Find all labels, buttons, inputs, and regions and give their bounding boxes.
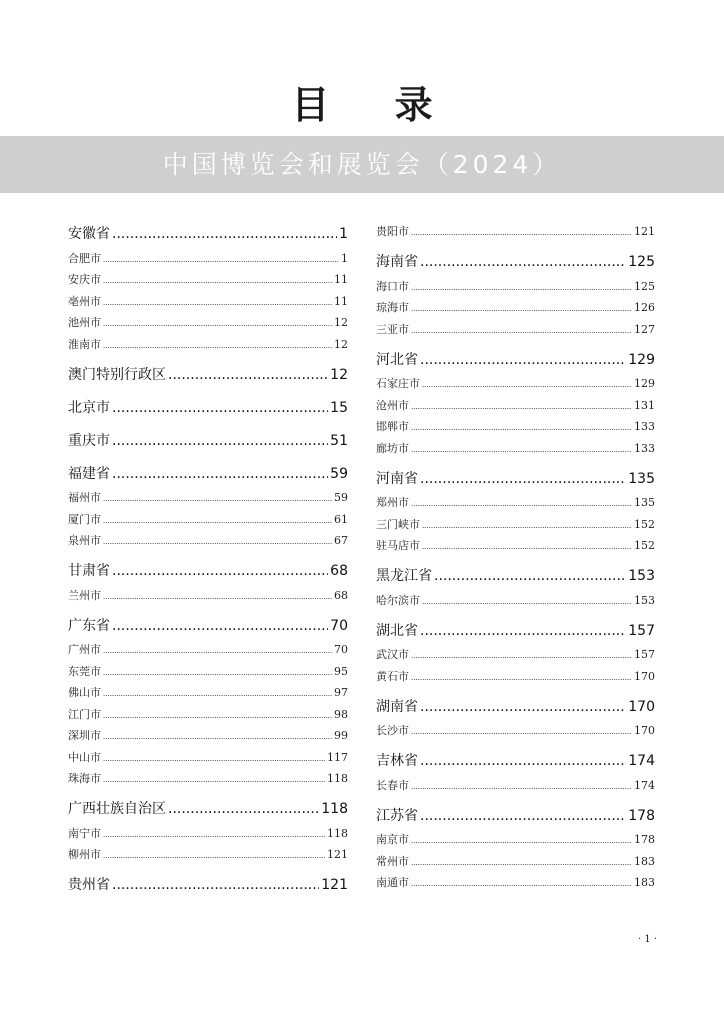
city-name: 长春市 — [376, 778, 409, 792]
province-page-number: 51 — [330, 432, 348, 449]
toc-section — [68, 398, 348, 418]
province-page-number: 178 — [628, 807, 655, 824]
province-name: 澳门特别行政区 — [68, 366, 166, 383]
province-name: 北京市 — [68, 399, 110, 416]
toc-section — [68, 875, 348, 895]
toc-city-entry[interactable] — [376, 322, 655, 337]
toc-city-entry[interactable] — [376, 376, 655, 391]
province-name: 贵州省 — [68, 877, 110, 893]
toc-city-entry[interactable] — [68, 771, 348, 786]
toc-city-entry[interactable] — [376, 300, 655, 315]
dot-leader — [420, 806, 626, 826]
city-page-number: 95 — [334, 664, 348, 678]
city-page-number: 11 — [334, 273, 348, 286]
toc-city-entry[interactable] — [68, 512, 348, 527]
toc-province-entry[interactable] — [68, 224, 348, 244]
toc-city-entry[interactable] — [376, 647, 655, 662]
city-page-number: 59 — [334, 491, 348, 504]
dot-leader — [103, 847, 325, 864]
dot-leader — [103, 685, 332, 702]
dot-leader — [422, 376, 632, 393]
toc-province-entry[interactable] — [68, 464, 348, 484]
toc-city-entry[interactable] — [376, 875, 655, 890]
province-name: 广东省 — [68, 617, 110, 634]
toc-city-entry[interactable] — [68, 750, 348, 765]
province-page-number: 118 — [321, 801, 348, 817]
city-page-number: 135 — [634, 496, 655, 509]
city-page-number: 125 — [634, 279, 655, 293]
province-page-number: 1 — [339, 226, 348, 242]
city-name: 常州市 — [376, 854, 409, 868]
toc-province-entry[interactable] — [376, 566, 655, 586]
toc-city-entry[interactable] — [68, 251, 348, 266]
city-page-number: 61 — [334, 512, 348, 526]
dot-leader — [103, 642, 332, 659]
city-page-number: 99 — [334, 729, 348, 742]
dot-leader — [434, 566, 626, 586]
city-page-number: 174 — [634, 778, 655, 792]
dot-leader — [112, 616, 328, 636]
toc-province-entry[interactable] — [68, 398, 348, 418]
city-page-number: 98 — [334, 707, 348, 721]
city-page-number: 67 — [334, 534, 348, 547]
toc-province-entry[interactable] — [376, 252, 655, 272]
city-name: 石家庄市 — [376, 377, 420, 390]
city-name: 南宁市 — [68, 826, 101, 840]
dot-leader — [103, 490, 332, 507]
city-page-number: 68 — [334, 588, 348, 602]
dot-leader — [411, 279, 632, 296]
dot-leader — [168, 365, 328, 385]
toc-city-entry[interactable] — [376, 854, 655, 869]
city-page-number: 127 — [634, 322, 655, 336]
toc-section — [68, 431, 348, 451]
toc-province-entry[interactable] — [376, 751, 655, 771]
dot-leader — [420, 252, 626, 272]
city-name: 合肥市 — [68, 251, 101, 265]
city-page-number: 153 — [634, 593, 655, 607]
city-page-number: 11 — [334, 294, 348, 308]
city-name: 长沙市 — [376, 724, 409, 737]
city-name: 东莞市 — [68, 664, 101, 678]
city-name: 三门峡市 — [376, 517, 420, 531]
province-page-number: 59 — [330, 465, 348, 482]
dot-leader — [420, 751, 626, 771]
toc-city-entry[interactable] — [376, 778, 655, 793]
city-name: 武汉市 — [376, 648, 409, 661]
toc-section — [376, 350, 655, 456]
city-page-number: 12 — [334, 337, 348, 351]
city-page-number: 152 — [634, 539, 655, 552]
dot-leader — [112, 398, 328, 418]
city-name: 江门市 — [68, 707, 101, 721]
toc-province-entry[interactable] — [68, 616, 348, 636]
dot-leader — [112, 464, 328, 484]
toc-city-entry[interactable] — [68, 337, 348, 352]
province-page-number: 129 — [628, 351, 655, 368]
dot-leader — [411, 647, 632, 664]
province-name: 湖北省 — [376, 622, 418, 639]
dot-leader — [411, 669, 632, 686]
city-page-number: 133 — [634, 420, 655, 433]
dot-leader — [103, 272, 332, 289]
toc-city-entry[interactable] — [68, 707, 348, 722]
dot-leader — [103, 664, 332, 681]
city-page-number: 121 — [634, 225, 655, 238]
dot-leader — [411, 778, 632, 795]
toc-section — [376, 751, 655, 793]
dot-leader — [103, 728, 332, 745]
toc-left-column — [68, 224, 348, 895]
toc-section — [376, 566, 655, 608]
dot-leader — [411, 419, 632, 436]
city-name: 柳州市 — [68, 848, 101, 861]
province-page-number: 70 — [330, 617, 348, 634]
dot-leader — [420, 621, 626, 641]
city-page-number: 170 — [634, 724, 655, 737]
city-page-number: 126 — [634, 301, 655, 314]
city-page-number: 152 — [634, 517, 655, 531]
toc-section — [376, 806, 655, 891]
toc-province-entry[interactable] — [68, 561, 348, 581]
dot-leader — [103, 512, 332, 529]
dot-leader — [103, 294, 332, 311]
toc-province-entry[interactable] — [376, 806, 655, 826]
toc-section — [376, 224, 655, 239]
city-name: 三亚市 — [376, 322, 409, 336]
dot-leader — [112, 431, 328, 451]
toc-city-entry[interactable] — [68, 588, 348, 603]
city-name: 贵阳市 — [376, 225, 409, 238]
toc-city-entry[interactable] — [376, 419, 655, 434]
province-page-number: 15 — [330, 399, 348, 416]
toc-city-entry[interactable] — [376, 441, 655, 456]
province-page-number: 121 — [321, 877, 348, 893]
city-name: 池州市 — [68, 316, 101, 329]
banner-text: 中国博览会和展览会（2024） — [162, 150, 562, 179]
dot-leader — [103, 771, 325, 788]
city-name: 深圳市 — [68, 729, 101, 742]
toc-city-entry[interactable] — [68, 294, 348, 309]
province-page-number: 135 — [628, 470, 655, 487]
city-name: 中山市 — [68, 750, 101, 764]
dot-leader — [411, 854, 632, 871]
dot-leader — [103, 750, 325, 767]
toc-city-entry[interactable] — [68, 315, 348, 330]
toc-city-entry[interactable] — [68, 272, 348, 287]
dot-leader — [420, 350, 626, 370]
toc-city-entry[interactable] — [68, 685, 348, 700]
dot-leader — [112, 561, 328, 581]
toc-right-column — [376, 224, 655, 890]
province-name: 重庆市 — [68, 432, 110, 449]
toc-city-entry[interactable] — [68, 490, 348, 505]
toc-section — [376, 252, 655, 337]
city-page-number: 1 — [341, 251, 348, 265]
toc-city-entry[interactable] — [376, 224, 655, 239]
province-name: 安徽省 — [68, 226, 110, 242]
province-page-number: 157 — [628, 622, 655, 639]
city-page-number: 170 — [634, 669, 655, 683]
province-name: 甘肃省 — [68, 563, 110, 579]
city-page-number: 70 — [334, 643, 348, 656]
city-name: 南京市 — [376, 833, 409, 846]
toc-city-entry[interactable] — [68, 826, 348, 841]
toc-section — [376, 697, 655, 739]
province-name: 湖南省 — [376, 698, 418, 715]
city-page-number: 118 — [327, 772, 348, 785]
city-name: 廊坊市 — [376, 441, 409, 455]
province-page-number: 153 — [628, 568, 655, 584]
city-name: 福州市 — [68, 491, 101, 504]
title-banner — [0, 136, 724, 193]
toc-province-entry[interactable] — [376, 697, 655, 717]
province-name: 河北省 — [376, 351, 418, 368]
toc-city-entry[interactable] — [376, 279, 655, 294]
province-name: 吉林省 — [376, 753, 418, 769]
city-page-number: 121 — [327, 848, 348, 861]
city-page-number: 178 — [634, 833, 655, 846]
city-name: 安庆市 — [68, 273, 101, 286]
dot-leader — [411, 322, 632, 339]
province-name: 福建省 — [68, 465, 110, 482]
toc-province-entry[interactable] — [376, 469, 655, 489]
city-name: 黄石市 — [376, 669, 409, 683]
toc-city-entry[interactable] — [376, 517, 655, 532]
city-page-number: 183 — [634, 876, 655, 889]
toc-city-entry[interactable] — [376, 593, 655, 608]
toc-province-entry[interactable] — [68, 365, 348, 385]
city-name: 泉州市 — [68, 534, 101, 547]
toc-province-entry[interactable] — [376, 621, 655, 641]
city-page-number: 118 — [327, 826, 348, 840]
dot-leader — [411, 832, 632, 849]
toc-city-entry[interactable] — [68, 533, 348, 548]
province-page-number: 12 — [330, 366, 348, 383]
page-title: 目 录 — [291, 83, 459, 127]
city-name: 郑州市 — [376, 496, 409, 509]
dot-leader — [422, 593, 632, 610]
city-page-number: 157 — [634, 648, 655, 661]
city-name: 哈尔滨市 — [376, 593, 420, 607]
toc-section — [376, 621, 655, 684]
province-name: 广西壮族自治区 — [68, 801, 166, 817]
city-name: 亳州市 — [68, 294, 101, 308]
city-name: 海口市 — [376, 279, 409, 293]
province-name: 海南省 — [376, 254, 418, 270]
province-name: 黑龙江省 — [376, 568, 432, 584]
dot-leader — [422, 538, 632, 555]
dot-leader — [103, 337, 332, 354]
dot-leader — [420, 469, 626, 489]
toc-section — [376, 469, 655, 554]
toc-province-entry[interactable] — [68, 875, 348, 895]
dot-leader — [168, 799, 319, 819]
city-page-number: 97 — [334, 686, 348, 699]
dot-leader — [103, 826, 325, 843]
province-name: 江苏省 — [376, 807, 418, 824]
dot-leader — [103, 315, 332, 332]
toc-city-entry[interactable] — [376, 832, 655, 847]
dot-leader — [411, 300, 632, 317]
dot-leader — [411, 224, 632, 241]
toc-section — [68, 616, 348, 787]
toc-city-entry[interactable] — [376, 398, 655, 413]
dot-leader — [411, 398, 632, 415]
toc-city-entry[interactable] — [68, 847, 348, 862]
city-name: 沧州市 — [376, 398, 409, 412]
toc-section — [68, 799, 348, 862]
city-name: 琼海市 — [376, 301, 409, 314]
dot-leader — [103, 533, 332, 550]
dot-leader — [422, 517, 632, 534]
city-name: 驻马店市 — [376, 539, 420, 552]
province-page-number: 125 — [628, 254, 655, 270]
toc-section — [68, 365, 348, 385]
city-name: 兰州市 — [68, 588, 101, 602]
toc-city-entry[interactable] — [376, 495, 655, 510]
dot-leader — [411, 495, 632, 512]
city-page-number: 183 — [634, 854, 655, 868]
city-page-number: 133 — [634, 441, 655, 455]
toc-city-entry[interactable] — [376, 669, 655, 684]
city-name: 珠海市 — [68, 772, 101, 785]
toc-city-entry[interactable] — [376, 538, 655, 553]
city-name: 邯郸市 — [376, 420, 409, 433]
toc-city-entry[interactable] — [376, 723, 655, 738]
toc-section — [68, 224, 348, 352]
province-name: 河南省 — [376, 470, 418, 487]
dot-leader — [420, 697, 626, 717]
province-page-number: 68 — [330, 563, 348, 579]
city-name: 广州市 — [68, 643, 101, 656]
city-name: 南通市 — [376, 876, 409, 889]
toc-province-entry[interactable] — [376, 350, 655, 370]
city-page-number: 117 — [327, 750, 348, 764]
province-page-number: 170 — [628, 698, 655, 715]
dot-leader — [411, 875, 632, 892]
toc-province-entry[interactable] — [68, 799, 348, 819]
dot-leader — [411, 723, 632, 740]
city-name: 厦门市 — [68, 512, 101, 526]
toc-city-entry[interactable] — [68, 664, 348, 679]
city-page-number: 131 — [634, 398, 655, 412]
toc-city-entry[interactable] — [68, 642, 348, 657]
toc-province-entry[interactable] — [68, 431, 348, 451]
page-number: · 1 · — [638, 934, 658, 945]
dot-leader — [103, 707, 332, 724]
city-name: 淮南市 — [68, 337, 101, 351]
dot-leader — [411, 441, 632, 458]
city-page-number: 129 — [634, 377, 655, 390]
dot-leader — [103, 251, 339, 268]
toc-section — [68, 561, 348, 603]
city-page-number: 12 — [334, 316, 348, 329]
city-name: 佛山市 — [68, 686, 101, 699]
dot-leader — [103, 588, 332, 605]
toc-section — [68, 464, 348, 549]
dot-leader — [112, 224, 337, 244]
toc-city-entry[interactable] — [68, 728, 348, 743]
province-page-number: 174 — [628, 753, 655, 769]
dot-leader — [112, 875, 319, 895]
